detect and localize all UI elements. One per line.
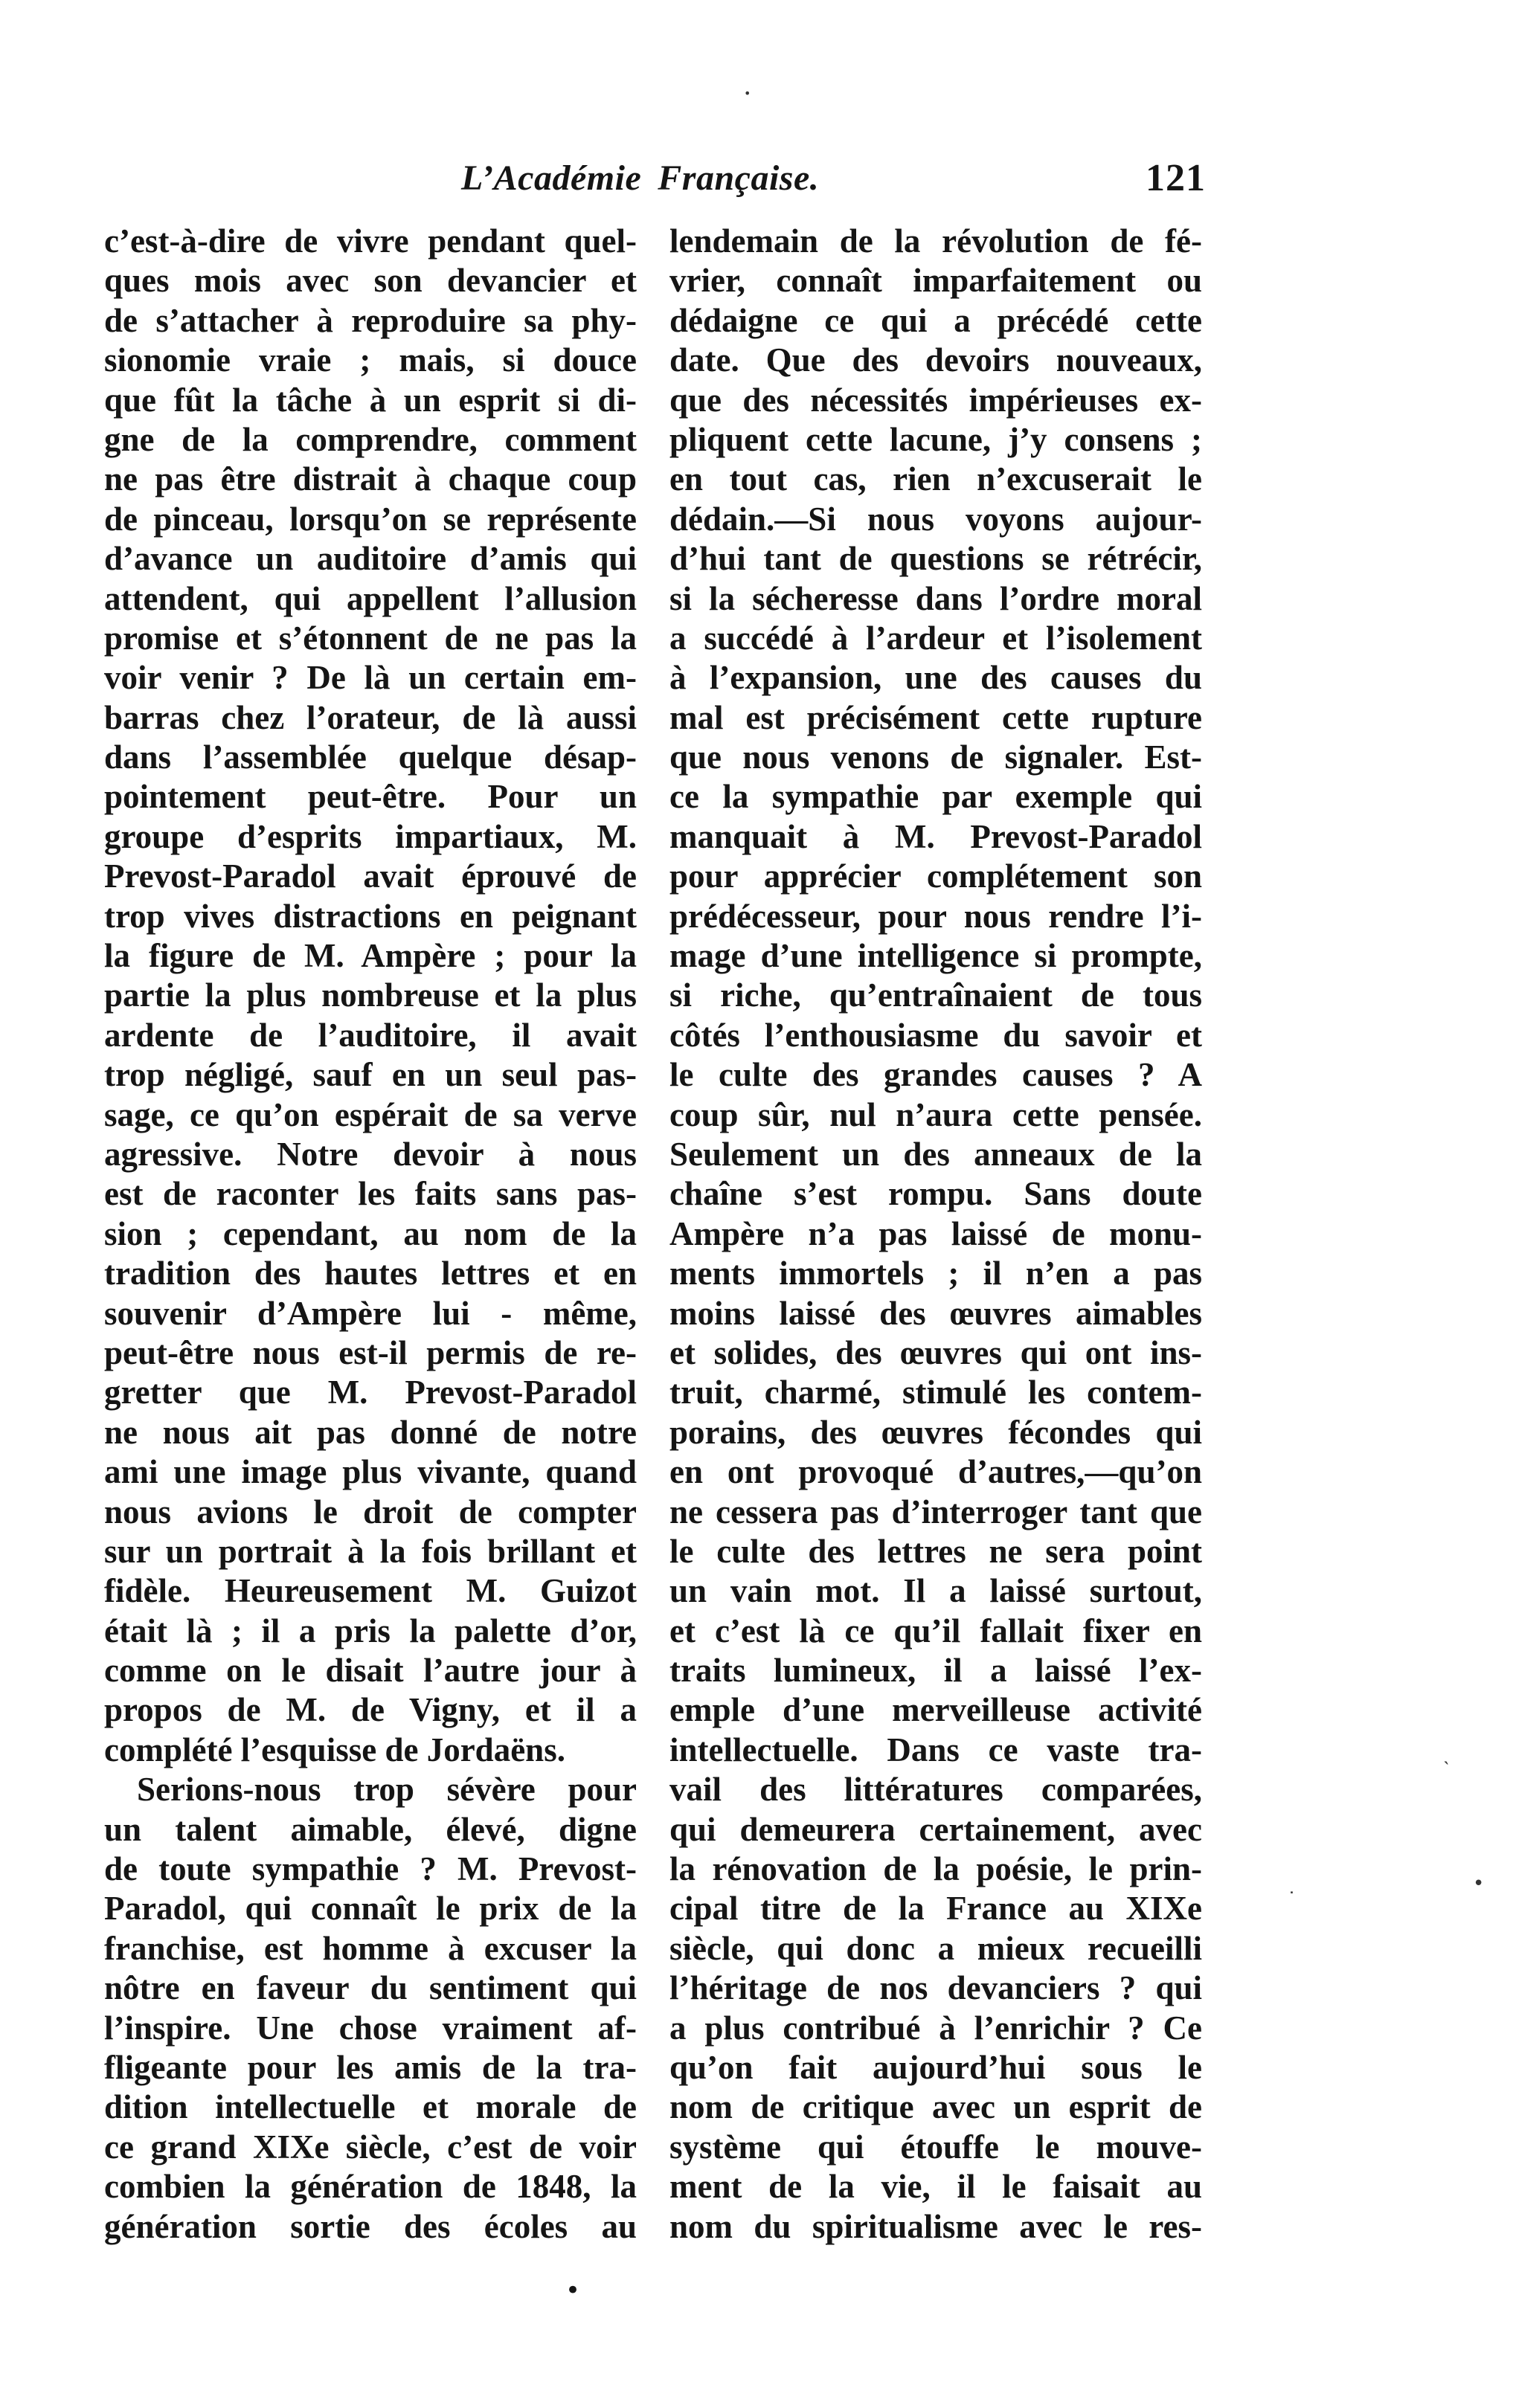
running-title-part2: Française.	[658, 158, 820, 198]
text-line: nom du spiritualisme avec le res-	[669, 2207, 1202, 2245]
text-line: sion ; cependant, au nom de la	[104, 1214, 637, 1252]
right-text-column	[669, 222, 1202, 2247]
text-line: qu’on fait aujourd’hui sous le	[669, 2048, 1202, 2086]
bottom-dot-ornament: •	[565, 2276, 581, 2305]
text-line: pour apprécier complétement son	[669, 857, 1202, 895]
text-line: que des nécessités impérieuses ex-	[669, 381, 1202, 419]
left-text-column	[104, 222, 637, 2247]
text-line: tradition des hautes lettres et en	[104, 1255, 637, 1292]
text-line: combien la génération de 1848, la	[104, 2168, 637, 2206]
text-line: ne cessera pas d’interroger tant que	[669, 1493, 1202, 1530]
text-line: barras chez l’orateur, de là aussi	[104, 698, 637, 736]
text-line: emple d’une merveilleuse activité	[669, 1691, 1202, 1729]
text-line: c’est-à-dire de vivre pendant quel-	[104, 222, 637, 260]
text-line: ne nous ait pas donné de notre	[104, 1413, 637, 1451]
text-line: ce la sympathie par exemple qui	[669, 778, 1202, 816]
text-line: génération sortie des écoles au	[104, 2207, 637, 2245]
text-line: groupe d’esprits impartiaux, M.	[104, 817, 637, 855]
text-line: dédain.—Si nous voyons aujour-	[669, 500, 1202, 538]
text-line: intellectuelle. Dans ce vaste tra-	[669, 1731, 1202, 1768]
text-line: ne pas être distrait à chaque coup	[104, 460, 637, 498]
text-line: le culte des lettres ne sera point	[669, 1532, 1202, 1570]
text-line: Serions-nous trop sévère pour	[137, 1771, 637, 1809]
text-line: date. Que des devoirs nouveaux,	[669, 341, 1202, 379]
text-line: nous avions le droit de compter	[104, 1493, 637, 1530]
text-line: Paradol, qui connaît le prix de la	[104, 1890, 637, 1928]
text-line: ments immortels ; il n’en a pas	[669, 1255, 1202, 1292]
text-line: mage d’une intelligence si prompte,	[669, 937, 1202, 975]
text-line: et c’est là ce qu’il fallait fixer en	[669, 1612, 1202, 1649]
text-line: nom de critique avec un esprit de	[669, 2088, 1202, 2126]
text-line: en ont provoqué d’autres,—qu’on	[669, 1453, 1202, 1491]
text-line: attendent, qui appellent l’allusion	[104, 579, 637, 617]
text-line: d’hui tant de questions se rétrécir,	[669, 540, 1202, 578]
text-line: un vain mot. Il a laissé surtout,	[669, 1572, 1202, 1610]
text-line: côtés l’enthousiasme du savoir et	[669, 1016, 1202, 1054]
text-line: si la sécheresse dans l’ordre moral	[669, 579, 1202, 617]
text-line: fligeante pour les amis de la tra-	[104, 2048, 637, 2086]
text-line: que fût la tâche à un esprit si di-	[104, 381, 637, 419]
text-line: l’inspire. Une chose vraiment af-	[104, 2009, 637, 2047]
text-line: est de raconter les faits sans pas-	[104, 1175, 637, 1213]
text-line: moins laissé des œuvres aimables	[669, 1294, 1202, 1332]
text-line: gretter que M. Prevost-Paradol	[104, 1374, 637, 1411]
text-line: pointement peut-être. Pour un	[104, 778, 637, 816]
text-line: sur un portrait à la fois brillant et	[104, 1532, 637, 1570]
text-line: à l’expansion, une des causes du	[669, 659, 1202, 697]
text-line: propos de M. de Vigny, et il a	[104, 1691, 637, 1729]
text-line: promise et s’étonnent de ne pas la	[104, 619, 637, 657]
text-line: cipal titre de la France au XIXe	[669, 1890, 1202, 1928]
ink-speck-mark: •	[744, 86, 751, 100]
text-line: peut-être nous est-il permis de re-	[104, 1333, 637, 1371]
text-line: dans l’assemblée quelque désap-	[104, 738, 637, 776]
text-line: la rénovation de la poésie, le prin-	[669, 1850, 1202, 1888]
text-line: l’héritage de nos devanciers ? qui	[669, 1969, 1202, 2007]
text-line: dition intellectuelle et morale de	[104, 2088, 637, 2126]
margin-dot-mark: •	[1473, 1873, 1485, 1895]
text-line: gne de la comprendre, comment	[104, 420, 637, 458]
running-title-part1: L’Académie	[461, 158, 642, 198]
text-line: prédécesseur, pour nous rendre l’i-	[669, 897, 1202, 935]
text-line: qui demeurera certainement, avec	[669, 1810, 1202, 1848]
text-line: a succédé à l’ardeur et l’isolement	[669, 619, 1202, 657]
text-line: Seulement un des anneaux de la	[669, 1135, 1202, 1173]
text-line: que nous venons de signaler. Est-	[669, 738, 1202, 776]
text-line: système qui étouffe le mouve-	[669, 2128, 1202, 2166]
ink-speck-mark: ˙	[1287, 1889, 1297, 1911]
text-line: pliquent cette lacune, j’y consens ;	[669, 420, 1202, 458]
text-line: trop vives distractions en peignant	[104, 897, 637, 935]
text-line: était là ; il a pris la palette d’or,	[104, 1612, 637, 1649]
text-line: trop négligé, sauf en un seul pas-	[104, 1056, 637, 1094]
text-line: ami une image plus vivante, quand	[104, 1453, 637, 1491]
text-line: ardente de l’auditoire, il avait	[104, 1016, 637, 1054]
text-line: vail des littératures comparées,	[669, 1771, 1202, 1809]
text-line: complété l’esquisse de Jordaëns.	[104, 1731, 565, 1768]
text-line: a plus contribué à l’enrichir ? Ce	[669, 2009, 1202, 2047]
text-line: souvenir d’Ampère lui - même,	[104, 1294, 637, 1332]
page-number: 121	[1146, 157, 1206, 199]
text-line: porains, des œuvres fécondes qui	[669, 1413, 1202, 1451]
text-line: Ampère n’a pas laissé de monu-	[669, 1214, 1202, 1252]
text-line: de pinceau, lorsqu’on se représente	[104, 500, 637, 538]
text-line: sionomie vraie ; mais, si douce	[104, 341, 637, 379]
text-line: fidèle. Heureusement M. Guizot	[104, 1572, 637, 1610]
text-line: lendemain de la révolution de fé-	[669, 222, 1202, 260]
text-line: dédaigne ce qui a précédé cette	[669, 301, 1202, 339]
text-line: Prevost-Paradol avait éprouvé de	[104, 857, 637, 895]
text-line: ment de la vie, il le faisait au	[669, 2168, 1202, 2206]
text-line: de s’attacher à reproduire sa phy-	[104, 301, 637, 339]
text-line: traits lumineux, il a laissé l’ex-	[669, 1652, 1202, 1690]
text-line: franchise, est homme à excuser la	[104, 1929, 637, 1967]
running-head	[461, 158, 1131, 199]
text-line: en tout cas, rien n’excuserait le	[669, 460, 1202, 498]
text-line: partie la plus nombreuse et la plus	[104, 976, 637, 1014]
text-line: agressive. Notre devoir à nous	[104, 1135, 637, 1173]
text-line: chaîne s’est rompu. Sans doute	[669, 1175, 1202, 1213]
text-line: si riche, qu’entraînaient de tous	[669, 976, 1202, 1014]
text-line: truit, charmé, stimulé les contem-	[669, 1374, 1202, 1411]
text-line: comme on le disait l’autre jour à	[104, 1652, 637, 1690]
text-line: d’avance un auditoire d’amis qui	[104, 540, 637, 578]
margin-tick-mark: ˴	[1443, 1750, 1450, 1772]
text-line: siècle, qui donc a mieux recueilli	[669, 1929, 1202, 1967]
text-line: nôtre en faveur du sentiment qui	[104, 1969, 637, 2007]
text-line: manquait à M. Prevost-Paradol	[669, 817, 1202, 855]
text-line: ques mois avec son devancier et	[104, 262, 637, 300]
text-line: ce grand XIXe siècle, c’est de voir	[104, 2128, 637, 2166]
text-line: la figure de M. Ampère ; pour la	[104, 937, 637, 975]
text-line: mal est précisément cette rupture	[669, 698, 1202, 736]
text-line: et solides, des œuvres qui ont ins-	[669, 1333, 1202, 1371]
text-line: coup sûr, nul n’aura cette pensée.	[669, 1095, 1202, 1133]
text-line: vrier, connaît imparfaitement ou	[669, 262, 1202, 300]
text-line: un talent aimable, élevé, digne	[104, 1810, 637, 1848]
text-line: de toute sympathie ? M. Prevost-	[104, 1850, 637, 1888]
text-line: le culte des grandes causes ? A	[669, 1056, 1202, 1094]
text-line: sage, ce qu’on espérait de sa verve	[104, 1095, 637, 1133]
text-line: voir venir ? De là un certain em-	[104, 659, 637, 697]
